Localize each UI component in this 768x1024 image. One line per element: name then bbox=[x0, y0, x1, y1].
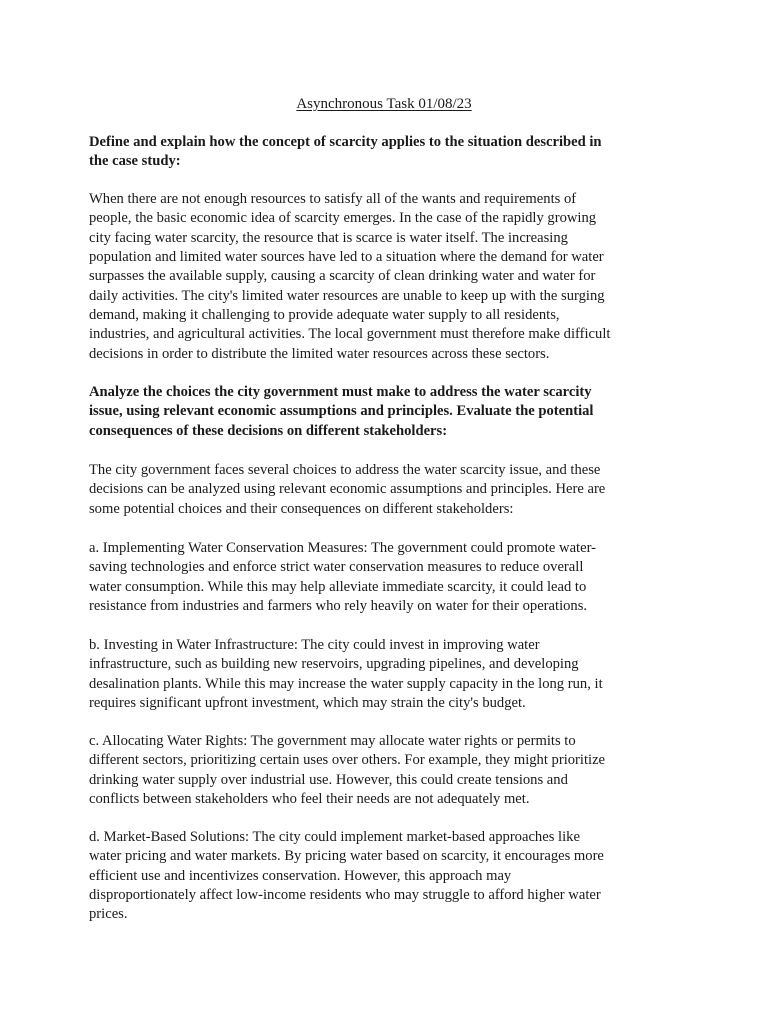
paragraph-line: daily activities. The city's limited water resources are unable to keep up with the surging bbox=[89, 287, 605, 304]
paragraph-line: industries, and agricultural activities. The local government must therefore make difficult bbox=[89, 326, 611, 343]
paragraph-line: disproportionately affect low-income residents who may struggle to afford higher water bbox=[89, 887, 601, 904]
paragraph-line: population and limited water sources have led to a situation where the demand for water bbox=[89, 249, 604, 266]
paragraph-line: infrastructure, such as building new reservoirs, upgrading pipelines, and developing bbox=[89, 656, 579, 673]
paragraph-line: water consumption. While this may help alleviate immediate scarcity, it could lead to bbox=[89, 578, 587, 595]
paragraph-line: conflicts between stakeholders who feel their needs are not adequately met. bbox=[89, 791, 530, 808]
paragraph-line: a. Implementing Water Conservation Measures: The government could promote water- bbox=[89, 540, 597, 556]
paragraph-line: desalination plants. While this may increase the water supply capacity in the long run, it bbox=[89, 675, 603, 692]
paragraph-line: efficient use and incentivizes conservation. However, this approach may bbox=[89, 867, 512, 884]
paragraph-line: water pricing and water markets. By pricing water based on scarcity, it encourages more bbox=[89, 848, 604, 865]
paragraph-line: people, the basic economic idea of scarcity emerges. In the case of the rapidly growing bbox=[89, 210, 597, 227]
paragraph-line: requires significant upfront investment, which may strain the city's budget. bbox=[89, 695, 526, 712]
heading-line: consequences of these decisions on different stakeholders: bbox=[89, 422, 448, 439]
paragraph-line: demand, making it challenging to provide adequate water supply to all residents, bbox=[89, 307, 560, 324]
paragraph-line: city facing water scarcity, the resource that is scarce is water itself. The increasing bbox=[89, 229, 568, 246]
paragraph-line: drinking water supply over industrial use. However, this could create tensions and bbox=[89, 771, 568, 788]
document-title: Asynchronous Task 01/08/23 bbox=[296, 96, 472, 112]
heading-line: issue, using relevant economic assumptions and principles. Evaluate the potential bbox=[89, 403, 594, 420]
paragraph-line: surpasses the available supply, causing a scarcity of clean drinking water and water for bbox=[89, 268, 596, 285]
paragraph-line: different sectors, prioritizing certain uses over others. For example, they might prioritize bbox=[89, 752, 606, 769]
heading-line: the case study: bbox=[89, 153, 181, 170]
paragraph-line: c. Allocating Water Rights: The government may allocate water rights or permits to bbox=[89, 733, 576, 749]
paragraph-line: The city government faces several choices to address the water scarcity issue, and these bbox=[89, 462, 601, 478]
paragraph-line: decisions can be analyzed using relevant economic assumptions and principles. Here are bbox=[89, 481, 606, 498]
heading-line: Analyze the choices the city government must make to address the water scarcity bbox=[89, 384, 592, 400]
paragraph-line: some potential choices and their consequences on different stakeholders: bbox=[89, 500, 514, 517]
paragraph-line: decisions in order to distribute the limited water resources across these sectors. bbox=[89, 345, 550, 362]
paragraph-line: When there are not enough resources to satisfy all of the wants and requirements of bbox=[89, 191, 577, 207]
paragraph-line: b. Investing in Water Infrastructure: The city could invest in improving water bbox=[89, 637, 540, 653]
paragraph-line: resistance from industries and farmers who rely heavily on water for their operations. bbox=[89, 598, 588, 615]
paragraph-line: d. Market-Based Solutions: The city could implement market-based approaches like bbox=[89, 829, 580, 845]
paragraph-line: prices. bbox=[89, 906, 128, 923]
heading-line: Define and explain how the concept of scarcity applies to the situation described in bbox=[89, 134, 602, 150]
paragraph-line: saving technologies and enforce strict water conservation measures to reduce overall bbox=[89, 559, 584, 576]
